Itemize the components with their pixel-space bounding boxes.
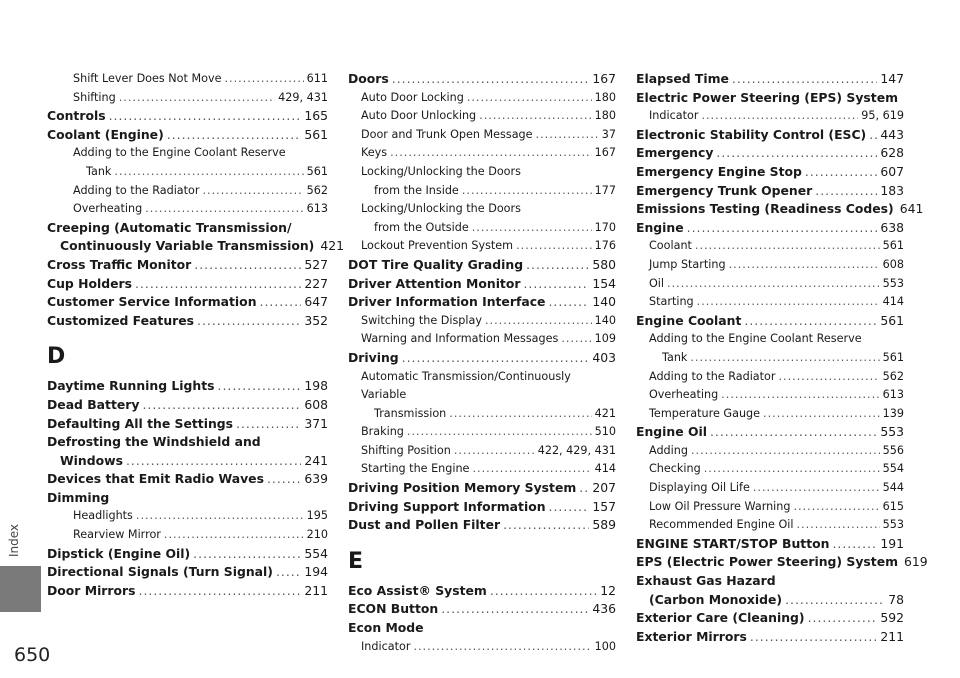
index-entry[interactable]: Cross Traffic Monitor ..... 527 — [47, 256, 328, 275]
index-entry[interactable]: Customized Features ..... 352 — [47, 312, 328, 331]
index-entry[interactable]: Elapsed Time ..... 147 — [636, 70, 904, 89]
index-entry[interactable]: Low Oil Pressure Warning ..... 615 — [636, 498, 904, 517]
index-entry[interactable]: DOT Tire Quality Grading ..... 580 — [348, 256, 616, 275]
index-entry[interactable]: Door and Trunk Open Message ..... 37 — [348, 126, 616, 145]
index-entry-text: Exhaust Gas Hazard — [636, 573, 776, 589]
index-entry[interactable]: Eco Assist® System ..... 12 — [348, 582, 616, 601]
index-entry[interactable]: Cup Holders ..... 227 — [47, 275, 328, 294]
index-entry[interactable]: Adding to the Radiator ..... 562 — [60, 182, 328, 201]
index-entry[interactable]: Adding ..... 556 — [636, 442, 904, 461]
index-entry[interactable]: Driving ..... 403 — [348, 349, 616, 368]
index-entry[interactable]: Driving Position Memory System ..... 207 — [348, 479, 616, 498]
index-entry[interactable]: Driving Support Information ..... 157 — [348, 498, 616, 517]
index-entry[interactable]: Lockout Prevention System ..... 176 — [348, 237, 616, 256]
section-letter-d: D — [47, 344, 66, 370]
index-entry[interactable]: Braking ..... 510 — [348, 423, 616, 442]
index-entry[interactable]: Transmission ..... 421 — [348, 405, 616, 424]
index-entry-text: Creeping (Automatic Transmission/ — [47, 219, 292, 235]
index-entry[interactable]: Oil ..... 553 — [636, 275, 904, 294]
index-entry[interactable]: Shift Lever Does Not Move ..... 611 — [60, 70, 328, 89]
index-column-1 — [47, 70, 344, 600]
section-letter-e: E — [348, 548, 364, 574]
index-entry-text: Dimming — [47, 489, 110, 505]
index-entry[interactable]: from the Inside ..... 177 — [348, 182, 616, 201]
index-entry[interactable]: EPS (Electric Power Steering) System 619 — [636, 554, 928, 570]
index-entry[interactable]: Engine ..... 638 — [636, 219, 904, 238]
index-entry[interactable]: Controls ..... 165 — [47, 107, 328, 126]
index-entry[interactable]: Driver Information Interface ..... 140 — [348, 293, 616, 312]
index-entry[interactable]: Electronic Stability Control (ESC) ..... 443 — [636, 126, 904, 145]
index-entry[interactable]: Switching the Display ..... 140 — [348, 312, 616, 331]
index-entry[interactable]: Dead Battery ..... 608 — [47, 396, 328, 415]
index-entry[interactable]: Starting the Engine ..... 414 — [348, 460, 616, 479]
index-entry[interactable]: Checking ..... 554 — [636, 460, 904, 479]
index-entry[interactable]: Emissions Testing (Readiness Codes) 641 — [636, 201, 924, 217]
index-entry[interactable]: Coolant (Engine) ..... 561 — [47, 126, 328, 145]
index-entry-text: Locking/Unlocking the Doors — [361, 164, 521, 178]
index-entry[interactable]: ENGINE START/STOP Button ..... 191 — [636, 535, 904, 554]
index-entry[interactable]: Shifting ..... 429, 431 — [60, 89, 328, 108]
index-entry[interactable]: Dipstick (Engine Oil) ..... 554 — [47, 545, 328, 564]
index-entry[interactable]: Jump Starting ..... 608 — [636, 256, 904, 275]
index-entry[interactable]: Engine Coolant ..... 561 — [636, 312, 904, 331]
index-entry[interactable]: Adding to the Radiator ..... 562 — [636, 368, 904, 387]
index-entry[interactable]: Warning and Information Messages ..... 109 — [348, 330, 616, 349]
index-column-3 — [636, 70, 928, 646]
index-entry[interactable]: Overheating ..... 613 — [60, 200, 328, 219]
index-entry[interactable]: Engine Oil ..... 553 — [636, 423, 904, 442]
index-entry[interactable]: Exterior Care (Cleaning) ..... 592 — [636, 609, 904, 628]
index-entry[interactable]: Indicator ..... 95, 619 — [636, 107, 904, 126]
index-entry[interactable]: Headlights ..... 195 — [60, 507, 328, 526]
index-entry[interactable]: Auto Door Locking ..... 180 — [348, 89, 616, 108]
index-entry[interactable]: Windows ..... 241 — [60, 452, 328, 471]
index-column-2 — [348, 70, 616, 656]
index-entry-text: Defrosting the Windshield and — [47, 434, 261, 450]
index-entry-text: Econ Mode — [348, 620, 424, 636]
index-entry[interactable]: Exterior Mirrors ..... 211 — [636, 628, 904, 647]
index-entry[interactable]: Directional Signals (Turn Signal) ..... 194 — [47, 563, 328, 582]
index-entry[interactable]: (Carbon Monoxide) ..... 78 — [636, 591, 904, 610]
index-entry[interactable]: Daytime Running Lights ..... 198 — [47, 377, 328, 396]
index-entry[interactable]: Emergency Trunk Opener ..... 183 — [636, 182, 904, 201]
index-entry[interactable]: Rearview Mirror ..... 210 — [60, 526, 328, 545]
index-entry-text: Automatic Transmission/Continuously Variable — [361, 369, 571, 402]
index-entry[interactable]: Indicator ..... 100 — [348, 638, 616, 657]
index-entry[interactable]: Starting ..... 414 — [636, 293, 904, 312]
index-entry[interactable]: Auto Door Unlocking ..... 180 — [348, 107, 616, 126]
index-entry-text: Locking/Unlocking the Doors — [361, 202, 521, 216]
index-entry[interactable]: Overheating ..... 613 — [636, 386, 904, 405]
side-tab-marker — [0, 566, 41, 612]
index-entry[interactable]: Door Mirrors ..... 211 — [47, 582, 328, 601]
index-entry[interactable]: Shifting Position ..... 422, 429, 431 — [348, 442, 616, 461]
index-entry-text: Adding to the Engine Coolant Reserve — [73, 146, 286, 160]
index-entry[interactable]: Emergency ..... 628 — [636, 144, 904, 163]
index-entry[interactable]: ECON Button ..... 436 — [348, 600, 616, 619]
page-number: 650 — [14, 644, 51, 666]
index-entry-text: Electric Power Steering (EPS) System — [636, 89, 899, 105]
index-entry[interactable]: Dust and Pollen Filter ..... 589 — [348, 516, 616, 535]
index-entry[interactable]: Customer Service Information ..... 647 — [47, 293, 328, 312]
index-entry[interactable]: Tank ..... 561 — [636, 349, 904, 368]
index-entry[interactable]: Continuously Variable Transmission) 421 — [60, 238, 344, 254]
index-entry[interactable]: Displaying Oil Life ..... 544 — [636, 479, 904, 498]
index-entry[interactable]: Devices that Emit Radio Waves ..... 639 — [47, 470, 328, 489]
index-entry[interactable]: Driver Attention Monitor ..... 154 — [348, 275, 616, 294]
side-tab — [0, 0, 41, 678]
index-entry[interactable]: Tank ..... 561 — [60, 163, 328, 182]
index-entry[interactable]: Recommended Engine Oil ..... 553 — [636, 516, 904, 535]
index-entry[interactable]: Keys ..... 167 — [348, 144, 616, 163]
index-entry[interactable]: Doors ..... 167 — [348, 70, 616, 89]
index-entry[interactable]: Coolant ..... 561 — [636, 237, 904, 256]
index-entry[interactable]: Temperature Gauge ..... 139 — [636, 405, 904, 424]
side-tab-label: Index — [7, 523, 21, 557]
index-entry[interactable]: Defaulting All the Settings ..... 371 — [47, 415, 328, 434]
index-entry[interactable]: Emergency Engine Stop ..... 607 — [636, 163, 904, 182]
index-entry[interactable]: from the Outside ..... 170 — [348, 219, 616, 238]
index-entry-text: Adding to the Engine Coolant Reserve — [649, 332, 862, 346]
